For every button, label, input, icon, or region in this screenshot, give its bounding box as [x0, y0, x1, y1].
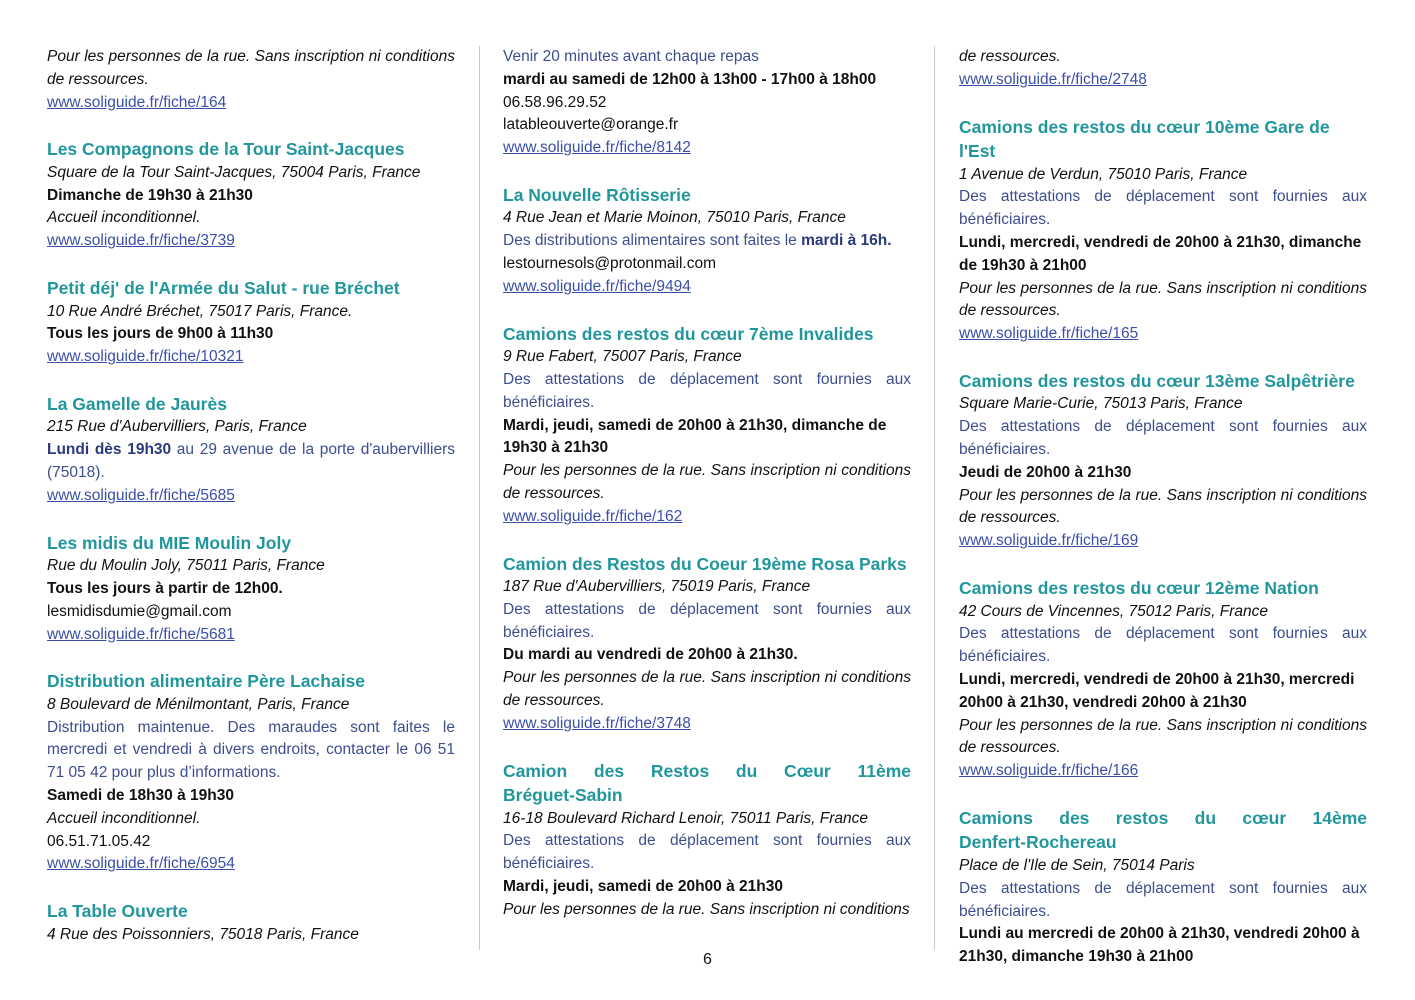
entry-email: latableouverte@orange.fr: [503, 116, 679, 134]
entry-info-highlight: Lundi dès 19h30: [47, 441, 172, 459]
entry-hours: Tous les jours à partir de 12h00.: [47, 579, 283, 597]
entry-note: Accueil inconditionnel.: [47, 809, 201, 827]
entry-phone: 06.51.71.05.42: [47, 832, 151, 850]
entry-address: 4 Rue des Poissonniers, 75018 Paris, France: [47, 925, 359, 943]
entry-email: lesmidisdumie@gmail.com: [47, 602, 232, 620]
entry-phone: 06.58.96.29.52: [503, 93, 607, 111]
entry-info: Des attestations de déplacement sont fournies aux bénéficiaires.: [959, 879, 1367, 920]
entry-info: Des attestations de déplacement sont fournies aux bénéficiaires.: [959, 188, 1367, 229]
entry-title-continued: Denfert-Rochereau: [959, 832, 1117, 853]
entry-title: Distribution alimentaire Père Lachaise: [47, 671, 366, 692]
entry-table-ouverte: [47, 899, 455, 946]
entry-title: Camions des restos du cœur 10ème Gare de l'Est: [959, 116, 1330, 162]
column-2: [503, 46, 911, 945]
entry-info: Des attestations de déplacement sont fournies aux bénéficiaires.: [959, 418, 1367, 459]
entry-restos-coeur-19eme-rosa-parks: [503, 552, 911, 736]
entry-title: Camions des restos du cœur 13ème Salpêtrière: [959, 370, 1355, 391]
entry-link[interactable]: www.soliguide.fr/fiche/165: [959, 325, 1139, 343]
entry-note: Pour les personnes de la rue. Sans inscription ni conditions de ressources.: [959, 279, 1367, 320]
entry-hours: Dimanche de 19h30 à 21h30: [47, 186, 253, 204]
entry-address: 10 Rue André Bréchet, 75017 Paris, France.: [47, 302, 353, 320]
entry-hours: Jeudi de 20h00 à 21h30: [959, 463, 1132, 481]
entry-restos-coeur-10eme-gare-de-lest: [959, 115, 1367, 346]
entry-title: Camions des restos du cœur 7ème Invalides: [503, 323, 874, 344]
entry-restos-coeur-13eme-salpetriere: [959, 369, 1367, 553]
entry-hours: Lundi au mercredi de 20h00 à 21h30, vendredi 20h00 à 21h30, dimanche 19h30 à 21h00: [959, 925, 1360, 966]
entry-hours: Mardi, jeudi, samedi de 20h00 à 21h30, dimanche de 19h30 à 21h30: [503, 416, 887, 457]
entry-petit-dej-armee-du-salut: [47, 276, 455, 369]
entry-continuation: [47, 46, 455, 114]
entry-info-highlight: mardi à 16h.: [801, 232, 892, 250]
column-divider: [479, 46, 480, 950]
entry-hours: Tous les jours de 9h00 à 11h30: [47, 325, 274, 343]
entry-continuation: [959, 46, 1367, 92]
entry-info: Des attestations de déplacement sont fournies aux bénéficiaires.: [959, 625, 1367, 666]
entry-link[interactable]: www.soliguide.fr/fiche/5681: [47, 625, 235, 643]
entry-title: Petit déj' de l'Armée du Salut - rue Bréchet: [47, 278, 400, 299]
entry-title: Camion des Restos du Coeur 19ème Rosa Parks: [503, 553, 907, 574]
entry-info-text: Des distributions alimentaires sont faites le: [503, 232, 802, 250]
entry-info: [47, 439, 455, 485]
entry-note: de ressources.: [959, 48, 1061, 65]
column-1: [47, 46, 455, 970]
entry-note: Accueil inconditionnel.: [47, 209, 201, 227]
entry-restos-coeur-14eme-denfert-rochereau: [959, 806, 1367, 969]
entry-address: 4 Rue Jean et Marie Moinon, 75010 Paris, France: [503, 209, 846, 227]
entry-midis-mie-moulin-joly: [47, 531, 455, 647]
entry-info: [503, 230, 911, 253]
entry-address: Square Marie-Curie, 75013 Paris, France: [959, 395, 1243, 413]
page-number: 6: [703, 951, 712, 968]
entry-restos-coeur-11eme-breguet-sabin: [503, 759, 911, 922]
entry-address: 187 Rue d'Aubervilliers, 75019 Paris, France: [503, 578, 811, 596]
entry-hours: Mardi, jeudi, samedi de 20h00 à 21h30: [503, 878, 783, 896]
entry-distribution-pere-lachaise: [47, 669, 455, 876]
entry-title-continued: Bréguet-Sabin: [503, 785, 623, 806]
column-divider: [934, 46, 935, 950]
entry-hours: Lundi, mercredi, vendredi de 20h00 à 21h30, mercredi 20h00 à 21h30, vendredi 20h00 à 21h30: [959, 670, 1355, 711]
entry-title: Camions des restos du cœur 14ème: [959, 807, 1367, 828]
entry-restos-coeur-7eme-invalides: [503, 322, 911, 529]
entry-hours: Samedi de 18h30 à 19h30: [47, 787, 234, 805]
entry-note: Pour les personnes de la rue. Sans inscription ni conditions de ressources.: [47, 48, 455, 88]
entry-info: Venir 20 minutes avant chaque repas: [503, 48, 759, 65]
entry-link[interactable]: www.soliguide.fr/fiche/9494: [503, 277, 691, 295]
entry-address: 42 Cours de Vincennes, 75012 Paris, France: [959, 602, 1269, 620]
entry-title: La Nouvelle Rôtisserie: [503, 184, 691, 205]
entry-hours: Du mardi au vendredi de 20h00 à 21h30.: [503, 646, 798, 664]
entry-note: Pour les personnes de la rue. Sans inscription ni conditions: [503, 900, 910, 918]
entry-note: Pour les personnes de la rue. Sans inscription ni conditions de ressources.: [503, 462, 911, 502]
entry-title: La Gamelle de Jaurès: [47, 393, 227, 414]
entry-address: 215 Rue d'Aubervilliers, Paris, France: [47, 418, 307, 436]
entry-link[interactable]: www.soliguide.fr/fiche/162: [503, 507, 683, 525]
entry-note: Pour les personnes de la rue. Sans inscription ni conditions de ressources.: [503, 669, 911, 710]
entry-hours: mardi au samedi de 12h00 à 13h00 - 17h00 à 18h00: [503, 70, 877, 88]
entry-title: La Table Ouverte: [47, 901, 188, 922]
column-3: [959, 46, 1367, 992]
entry-link[interactable]: www.soliguide.fr/fiche/3739: [47, 232, 235, 250]
entry-restos-coeur-12eme-nation: [959, 576, 1367, 783]
entry-link[interactable]: www.soliguide.fr/fiche/6954: [47, 855, 235, 873]
entry-address: 8 Boulevard de Ménilmontant, Paris, France: [47, 695, 350, 713]
entry-info: Des attestations de déplacement sont fournies aux bénéficiaires.: [503, 600, 911, 641]
entry-email: lestournesols@protonmail.com: [503, 255, 717, 273]
entry-hours: Lundi, mercredi, vendredi de 20h00 à 21h30, dimanche de 19h30 à 21h00: [959, 233, 1362, 274]
entry-note: Pour les personnes de la rue. Sans inscription ni conditions de ressources.: [959, 716, 1367, 757]
entry-nouvelle-rotisserie: [503, 183, 911, 299]
entry-info: Des attestations de déplacement sont fournies aux bénéficiaires.: [503, 370, 911, 411]
entry-title: Camion des Restos du Cœur 11ème: [503, 760, 911, 781]
entry-info-text: au 29 avenue de la porte d'aubervilliers (75018).: [47, 441, 455, 482]
entry-title: Les midis du MIE Moulin Joly: [47, 532, 292, 553]
entry-info: Distribution maintenue. Des maraudes sont faites le mercredi et vendredi à divers endroits, contacter le 06 51 71 05 42 pour plus d’informations.: [47, 718, 455, 782]
entry-link[interactable]: www.soliguide.fr/fiche/5685: [47, 486, 235, 504]
entry-continuation: [503, 46, 911, 160]
entry-link[interactable]: www.soliguide.fr/fiche/3748: [503, 714, 691, 732]
entry-title: Les Compagnons de la Tour Saint-Jacques: [47, 139, 405, 160]
entry-title: Camions des restos du cœur 12ème Nation: [959, 578, 1319, 599]
entry-link[interactable]: www.soliguide.fr/fiche/169: [959, 532, 1139, 550]
entry-address: Place de l'Ile de Sein, 75014 Paris: [959, 856, 1195, 874]
entry-gamelle-de-jaures: [47, 392, 455, 508]
entry-address: 1 Avenue de Verdun, 75010 Paris, France: [959, 165, 1248, 183]
entry-address: Rue du Moulin Joly, 75011 Paris, France: [47, 557, 325, 575]
entry-link[interactable]: www.soliguide.fr/fiche/2748: [959, 70, 1147, 88]
entry-note: Pour les personnes de la rue. Sans inscription ni conditions de ressources.: [959, 486, 1367, 527]
entry-address: Square de la Tour Saint-Jacques, 75004 Paris, France: [47, 163, 421, 181]
entry-link[interactable]: www.soliguide.fr/fiche/10321: [47, 348, 244, 366]
entry-info: Des attestations de déplacement sont fournies aux bénéficiaires.: [503, 832, 911, 873]
entry-link[interactable]: www.soliguide.fr/fiche/164: [47, 93, 227, 111]
entry-link[interactable]: www.soliguide.fr/fiche/8142: [503, 139, 691, 157]
entry-address: 9 Rue Fabert, 75007 Paris, France: [503, 348, 742, 366]
entry-link[interactable]: www.soliguide.fr/fiche/166: [959, 762, 1139, 780]
entry-compagnons-tour-saint-jacques: [47, 137, 455, 253]
entry-address: 16-18 Boulevard Richard Lenoir, 75011 Paris, France: [503, 809, 869, 827]
